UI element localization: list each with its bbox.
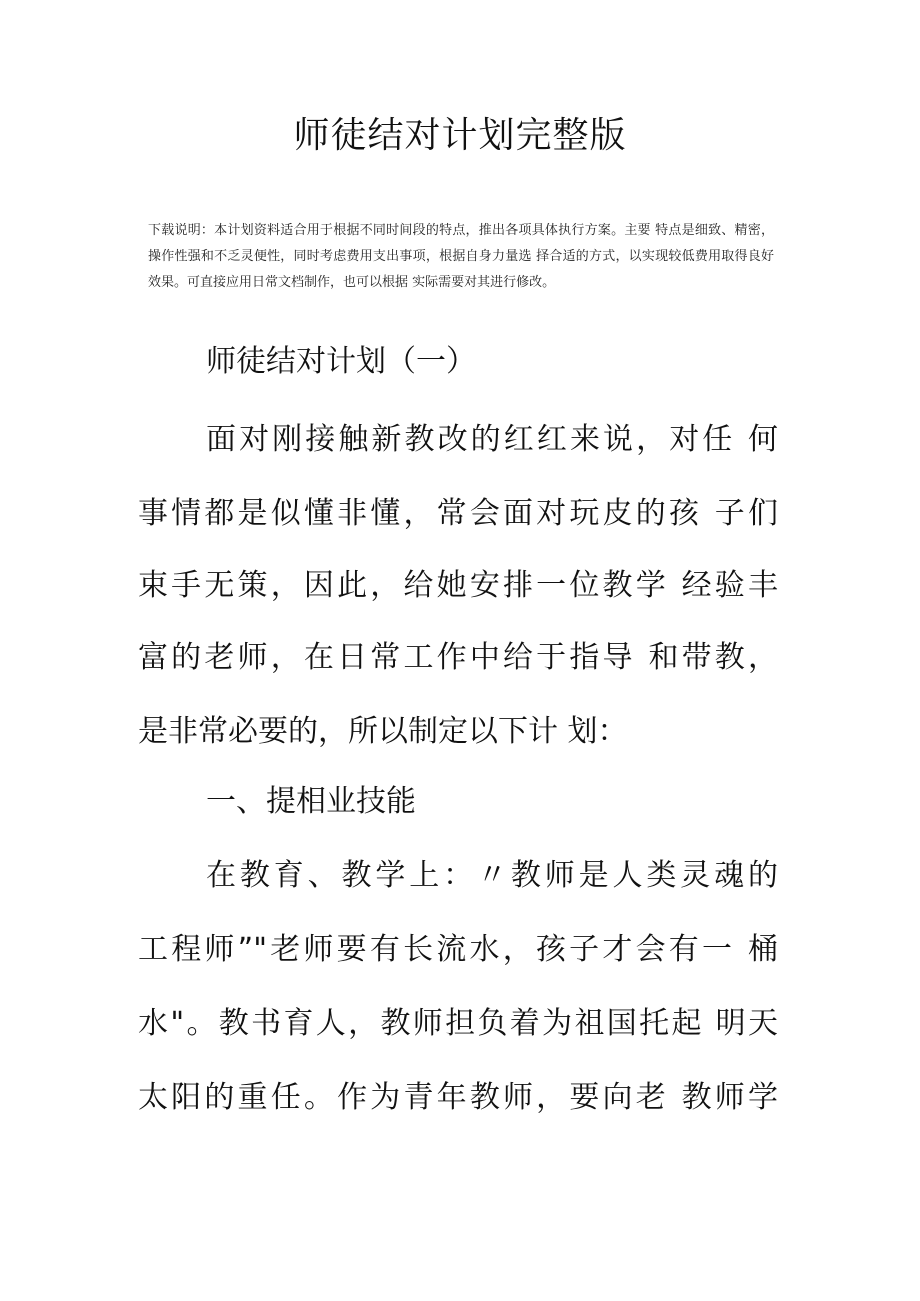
document-title: 师徒结对计划完整版 [293, 115, 627, 156]
subsection-heading: 一、提相业技能 [206, 784, 416, 819]
body-line-5: 是非常必要的，所以制定以下计 划： [138, 714, 628, 749]
body-line-9: 太阳的重任。作为青年教师，要向老 教师学 [138, 1080, 778, 1115]
body-line-4: 富的老师，在日常工作中给于指导 和带教， [138, 640, 778, 675]
section-heading: 师徒结对计划（一） [206, 344, 476, 379]
download-note: 下载说明：本计划资料适合用于根据不同时间段的特点，推出各项具体执行方案。主要 特点是细致、精密，操作性强和不乏灵便性，同时考虑费用支出事项，根据自身力量选 择合适的方式，以实现较低费用取得良好效果。可直接应用日常文档制作，也可以根据 实际需要对其进行修改。 [148, 223, 774, 290]
body-line-3: 束手无策，因此，给她安排一位教学 经验丰 [138, 568, 778, 603]
body-line-6: 在教育、教学上：〃教师是人类灵魂的 [206, 858, 778, 893]
body-line-7: 工程师”"老师要有长流水，孩子才会有一 桶 [138, 932, 778, 967]
body-line-8: 水"。教书育人，教师担负着为祖国托起 明天 [138, 1006, 778, 1041]
body-line-2: 事情都是似懂非懂，常会面对玩皮的孩 子们 [138, 496, 778, 531]
body-line-1: 面对刚接触新教改的红红来说，对任 何 [206, 422, 778, 457]
